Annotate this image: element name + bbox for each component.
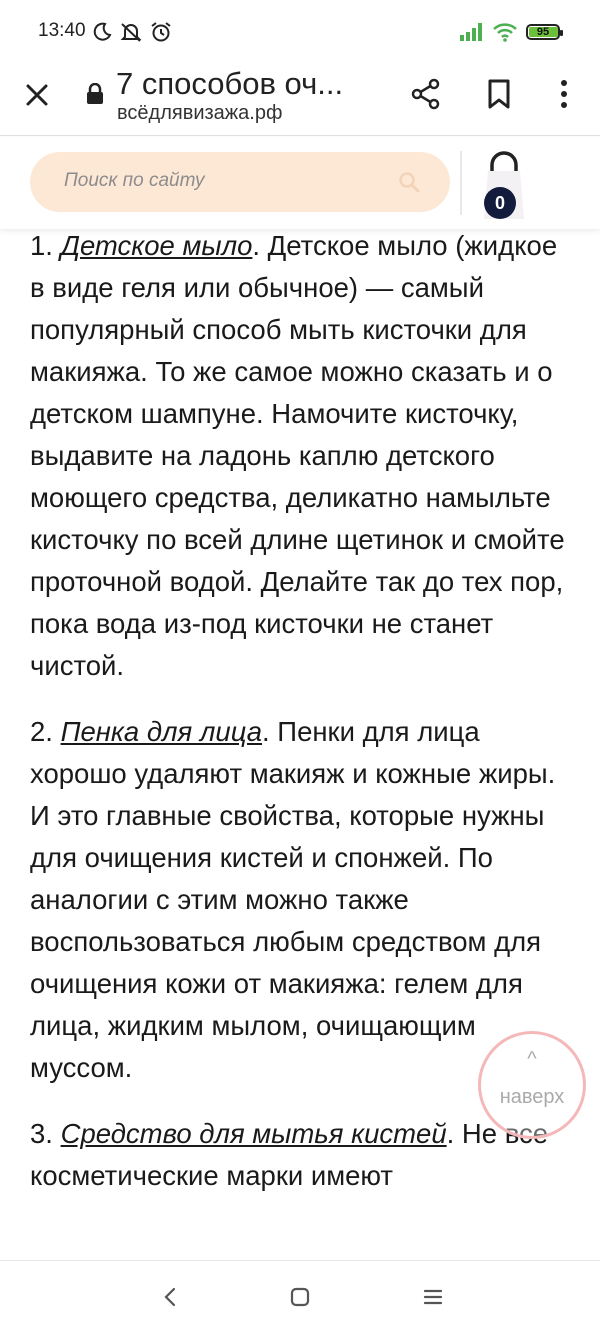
wifi-icon [492,22,518,42]
site-header [0,137,600,229]
product-link[interactable]: Пенка для лица [60,716,263,747]
more-icon[interactable] [552,78,576,110]
mute-icon [120,22,142,42]
article-paragraph [30,711,575,1089]
bookmark-icon[interactable] [484,78,514,110]
status-icons-right [460,22,560,42]
back-icon[interactable] [160,1285,182,1309]
recents-icon[interactable] [422,1287,444,1307]
share-icon[interactable] [410,78,442,110]
search-input[interactable] [30,152,450,212]
header-divider [460,151,462,215]
browser-address-bar [0,64,600,136]
cart-count-badge[interactable]: 0 [484,187,516,219]
status-time: 13:40 [38,20,86,41]
paragraph-text: . Детское мыло (жидкое в виде геля или обычное) — самый популярный способ мыть кисточки для макияжа. То же самое можно сказать и о детском шампуне. Намочите кисточку, выдавите на ладонь каплю детского моющего средства, деликатно намыльте кисточку по всей длине щетинок и смойте проточной водой. Делайте так до тех пор, пока вода из-под кисточки не станет чистой. [30,230,565,681]
article-paragraph [30,225,575,687]
page-title[interactable]: 7 способов оч... [116,66,344,101]
article-paragraph [30,1113,575,1197]
system-navigation-bar [0,1260,600,1332]
battery-icon [526,24,560,40]
status-icons-left [92,21,172,43]
arrow-up-icon: ^ [527,1048,537,1070]
alarm-icon [150,21,172,43]
page-url[interactable]: всёдлявизажа.рф [117,102,283,124]
paragraph-text: . Не все косметические марки имеют [30,1118,549,1191]
item-number: 2. [30,716,61,747]
close-icon[interactable] [22,80,52,110]
paragraph-text: . Пенки для лица хорошо удаляют макияж и кожные жиры. И это главные свойства, которые нужны для очищения кистей и спонжей. По аналогии с этим можно также воспользоваться любым средством для очищения кожи от макияжа: гелем для лица, жидким мылом, очищающим муссом. [30,716,556,1083]
moon-icon [92,22,112,42]
home-icon[interactable] [290,1287,310,1307]
product-link[interactable]: Детское мыло [60,230,253,261]
search-icon[interactable] [398,171,420,193]
battery-level: 95 [536,26,550,38]
product-link[interactable]: Средство для мытья кистей [60,1118,447,1149]
item-number: 1. [30,230,61,261]
lock-icon [86,83,104,105]
back-to-top-button[interactable] [478,1031,586,1139]
status-bar [0,0,600,64]
signal-icon [460,23,484,41]
back-to-top-label: наверх [499,1086,565,1108]
search-placeholder: Поиск по сайту [64,170,205,191]
item-number: 3. [30,1118,61,1149]
